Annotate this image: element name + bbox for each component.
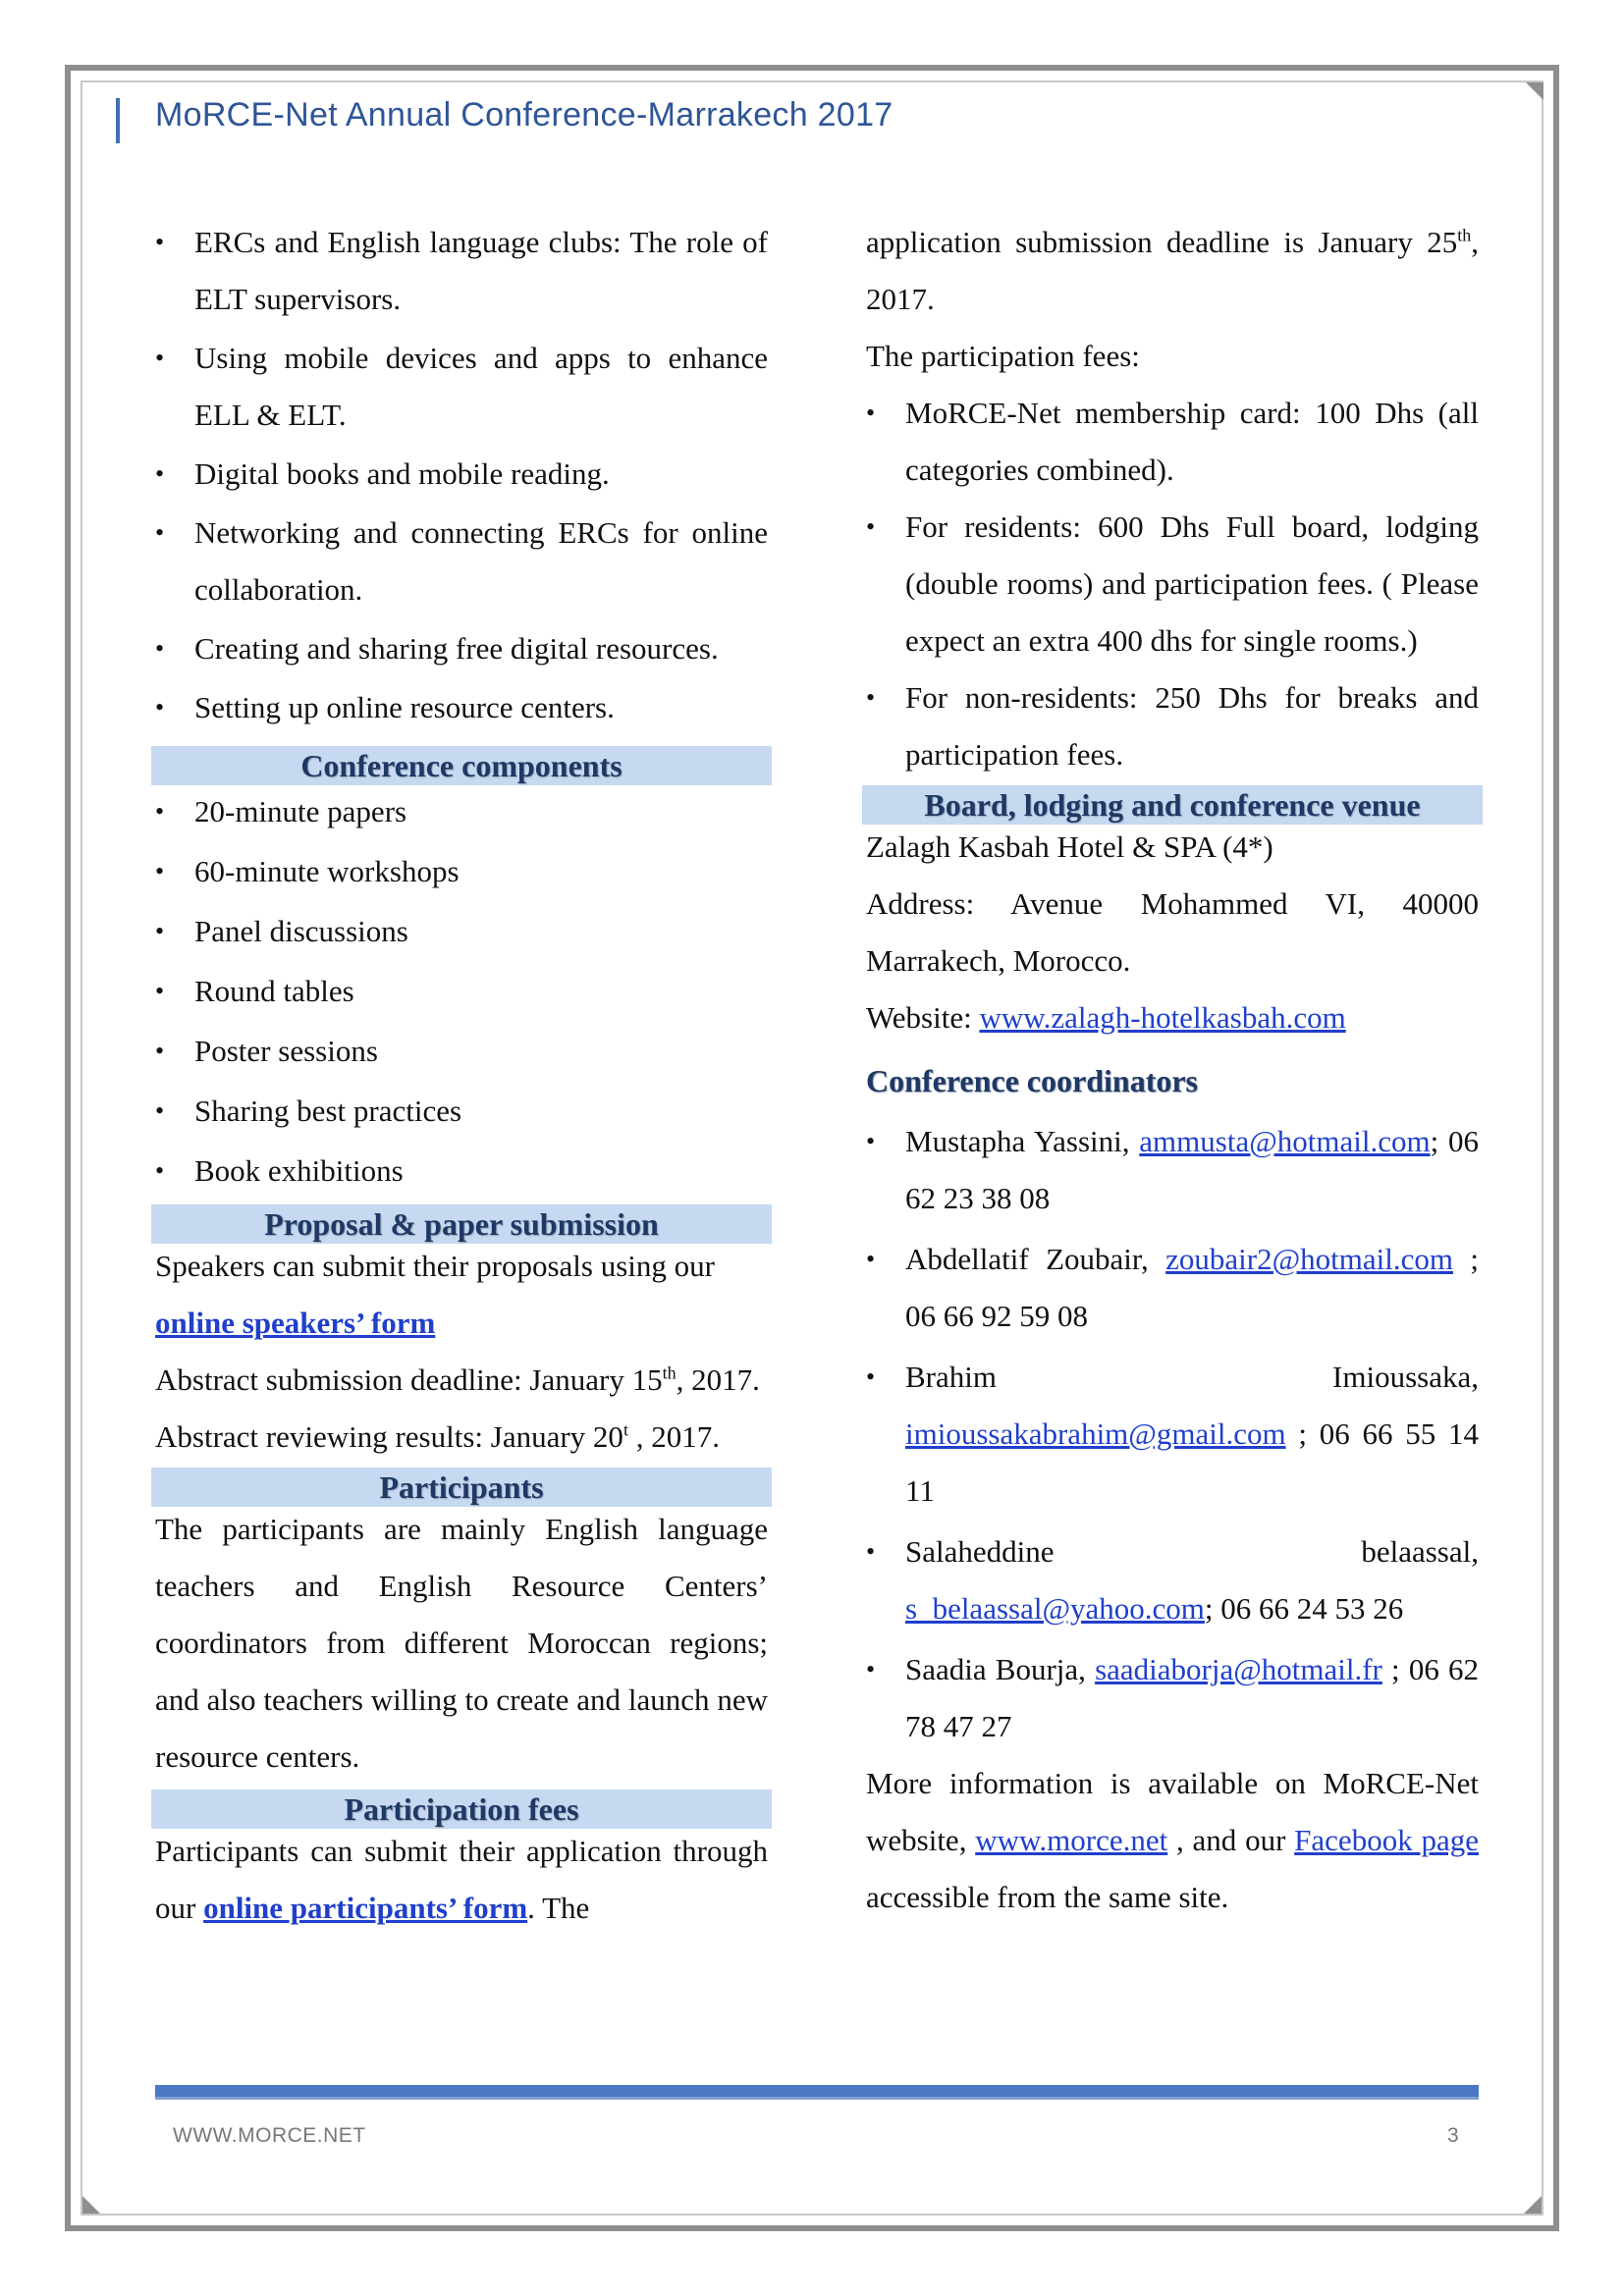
list-item: • MoRCE-Net membership card: 100 Dhs (all categories combined). [866,396,1479,487]
coordinator-email-link[interactable]: s_belaassal@yahoo.com [905,1591,1205,1626]
section-heading-fees: Participation fees [151,1789,772,1829]
components-list [155,781,768,1201]
list-item: • Round tables [155,974,354,1008]
section-heading-components: Conference components [151,746,772,785]
fees-list [866,385,1479,783]
list-item: • Panel discussions [155,914,408,948]
list-item: • 60-minute workshops [155,854,460,888]
abstract-deadline: Abstract submission deadline: January 15th, 2017. [155,1362,760,1397]
coordinator-item: • Mustapha Yassini, ammusta@hotmail.com; 06 62 23 38 08 [866,1124,1479,1215]
coordinator-email-link[interactable]: ammusta@hotmail.com [1139,1124,1431,1158]
list-item: • For non-residents: 250 Dhs for breaks and participation fees. [866,680,1479,772]
page-number: 3 [1447,2124,1459,2147]
proposal-text: Speakers can submit their proposals using our [155,1249,715,1283]
coordinator-item: • Brahim Imioussaka, imioussakabrahim@gmail.com ; 06 66 55 14 11 [866,1360,1479,1508]
page-header-title: MoRCE-Net Annual Conference-Marrakech 2017 [155,96,893,133]
footer-rule-thin [155,2097,1479,2100]
more-info-text: More information is available on MoRCE-Net website, www.morce.net , and our Facebook page accessible from the same site. [866,1766,1479,1914]
coordinator-item: • Salaheddine belaassal, s_belaassal@yahoo.com; 06 66 24 53 26 [866,1534,1479,1626]
footer-website: WWW.MORCE.NET [173,2124,366,2147]
venue-address: Address: Avenue Mohammed VI, 40000 Marrakech, Morocco. [866,886,1479,978]
list-item: • Digital books and mobile reading. [155,456,610,491]
fees-text: Participants can submit their application through our online participants’ form. The [155,1834,768,1925]
coordinators-heading: Conference coordinators [866,1063,1198,1098]
list-item: • ERCs and English language clubs: The role of ELT supervisors. [155,225,768,316]
venue-website: Website: www.zalagh-hotelkasbah.com [866,1000,1346,1035]
list-item: • Networking and connecting ERCs for online collaboration. [155,515,768,607]
list-item: • Creating and sharing free digital resources. [155,631,719,666]
coordinators-list [866,1113,1479,1755]
morce-website-link[interactable]: www.morce.net [975,1823,1168,1857]
corner-ornament [82,2196,100,2214]
abstract-results: Abstract reviewing results: January 20$^t$ , 2017. [155,1419,720,1454]
coordinator-email-link[interactable]: imioussakabrahim@gmail.com [905,1416,1286,1451]
participants-text: The participants are mainly English language teachers and English Resource Centers’ coordinators from different Moroccan regions; and also teachers willing to create and launch new resource centers. [155,1512,768,1774]
facebook-page-link[interactable]: Facebook page [1294,1823,1479,1857]
application-deadline: application submission deadline is January 25th, 2017. [866,225,1479,316]
header-accent-bar [116,98,120,143]
corner-ornament [1526,82,1543,100]
right-column [866,214,1479,1926]
speakers-form-link[interactable]: online speakers’ form [155,1306,436,1340]
coordinator-email-link[interactable]: saadiaborja@hotmail.fr [1095,1652,1382,1686]
left-column [155,214,768,1937]
topics-list [155,214,768,736]
list-item: • Poster sessions [155,1034,378,1068]
coordinator-email-link[interactable]: zoubair2@hotmail.com [1165,1242,1453,1276]
section-heading-proposal: Proposal & paper submission [151,1204,772,1244]
list-item: • Book exhibitions [155,1153,404,1188]
list-item: • Sharing best practices [155,1094,462,1128]
list-item: • Setting up online resource centers. [155,690,615,724]
list-item: • 20-minute papers [155,794,407,828]
venue-name: Zalagh Kasbah Hotel & SPA (4*) [866,829,1273,864]
coordinator-item: • Saadia Bourja, saadiaborja@hotmail.fr ; 06 62 78 47 27 [866,1652,1479,1743]
footer-rule [155,2085,1479,2097]
section-heading-venue: Board, lodging and conference venue [862,785,1483,825]
fees-intro: The participation fees: [866,339,1140,373]
proposal-link-line [155,1295,768,1352]
corner-ornament [1524,2196,1542,2214]
hotel-website-link[interactable]: www.zalagh-hotelkasbah.com [979,1000,1346,1035]
list-item: • For residents: 600 Dhs Full board, lodging (double rooms) and participation fees. ( Please expect an extra 400 dhs for single rooms.) [866,509,1479,658]
coordinator-item: • Abdellatif Zoubair, zoubair2@hotmail.com ; 06 66 92 59 08 [866,1242,1479,1333]
list-item: • Using mobile devices and apps to enhance ELL & ELT. [155,341,768,432]
participants-form-link[interactable]: online participants’ form [203,1891,528,1925]
section-heading-participants: Participants [151,1468,772,1507]
